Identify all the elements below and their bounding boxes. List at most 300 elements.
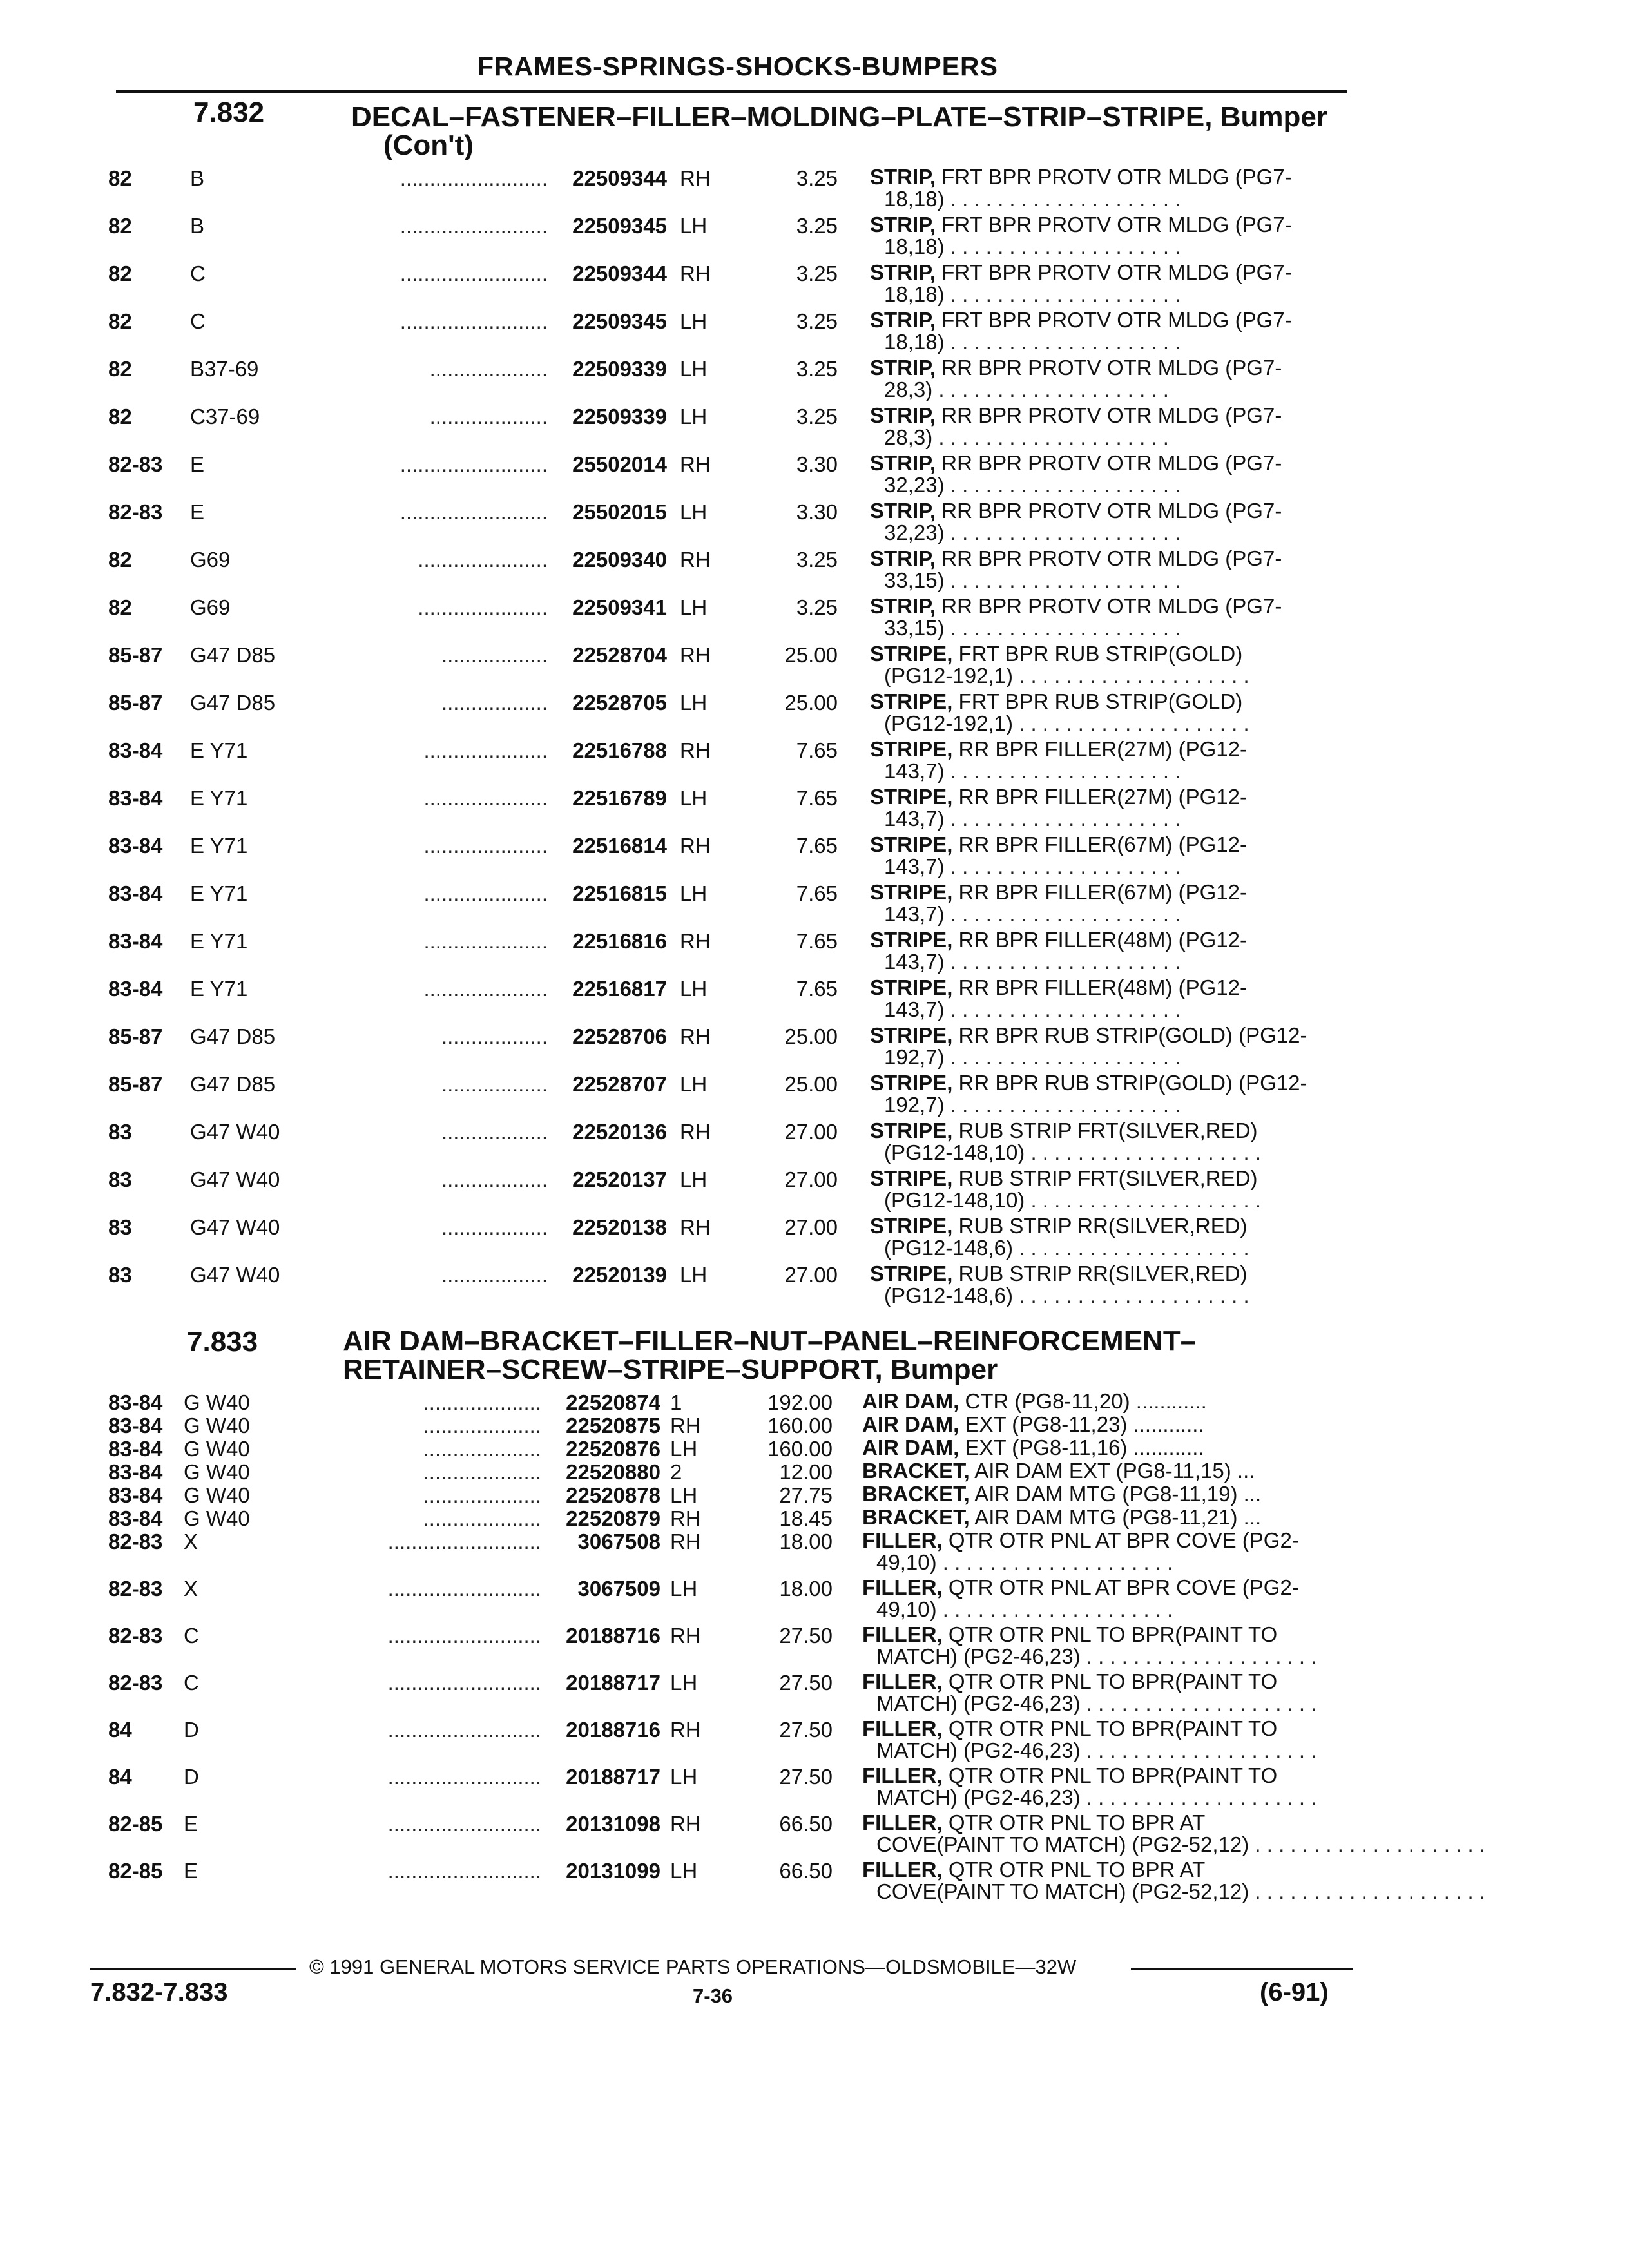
section-number: 7.833 bbox=[187, 1326, 258, 1358]
description-keyword: FILLER, bbox=[862, 1528, 943, 1552]
leader-dots: ......................... bbox=[400, 214, 548, 238]
trailing-dots: . . . . . . . . . . . . . . . . . . . . bbox=[950, 568, 1181, 592]
part-number: 22516788 bbox=[572, 738, 667, 762]
description-text: FRT BPR PROTV OTR MLDG (PG7- bbox=[941, 213, 1292, 236]
unit-price: 18.45 bbox=[779, 1506, 833, 1530]
trailing-dots: . . . . . . . . . . . . . . . . . . . . bbox=[938, 425, 1169, 449]
description-keyword: FILLER, bbox=[862, 1575, 943, 1599]
description-line2: MATCH) (PG2-46,23) bbox=[876, 1691, 1081, 1715]
part-description bbox=[862, 1812, 1485, 1856]
description-keyword: AIR DAM, bbox=[862, 1389, 959, 1413]
description-text: RR BPR PROTV OTR MLDG (PG7- bbox=[941, 499, 1282, 523]
table-row bbox=[0, 1859, 1629, 1906]
leader-dots: .................. bbox=[441, 1263, 548, 1287]
leader-dots: .................. bbox=[441, 1024, 548, 1048]
part-number: 20188717 bbox=[566, 1765, 660, 1789]
description-keyword: STRIPE, bbox=[870, 642, 953, 666]
model-code: G47 W40 bbox=[190, 1120, 280, 1144]
side-or-qty: LH bbox=[680, 881, 708, 905]
part-number: 25502014 bbox=[572, 452, 667, 476]
description-text: QTR OTR PNL TO BPR AT bbox=[948, 1811, 1206, 1834]
leader-dots: ..................... bbox=[423, 977, 548, 1001]
leader-dots: .................. bbox=[441, 1168, 548, 1191]
description-text: RUB STRIP FRT(SILVER,RED) bbox=[958, 1119, 1258, 1142]
leader-dots: ..................... bbox=[423, 929, 548, 953]
trailing-dots: . . . . . . . . . . . . . . . . . . . . bbox=[950, 235, 1181, 258]
description-line2: 143,7) bbox=[884, 759, 945, 783]
model-year: 83 bbox=[108, 1168, 132, 1191]
description-text: RR BPR PROTV OTR MLDG (PG7- bbox=[941, 594, 1282, 618]
description-text: RR BPR PROTV OTR MLDG (PG7- bbox=[941, 356, 1282, 380]
side-or-qty: RH bbox=[670, 1506, 701, 1530]
table-row bbox=[0, 1718, 1629, 1765]
description-line2: 33,15) bbox=[884, 616, 945, 640]
description-text: RR BPR FILLER(27M) (PG12- bbox=[958, 785, 1247, 809]
description-line2: 192,7) bbox=[884, 1045, 945, 1069]
table-row bbox=[0, 1483, 1629, 1506]
trailing-dots: . . . . . . . . . . . . . . . . . . . . bbox=[950, 330, 1181, 354]
model-code: G69 bbox=[190, 548, 231, 572]
leader-dots: .................... bbox=[423, 1414, 541, 1437]
model-year: 84 bbox=[108, 1718, 132, 1742]
part-number: 25502015 bbox=[572, 500, 667, 524]
leader-dots: .................... bbox=[423, 1483, 541, 1507]
model-year: 85-87 bbox=[108, 1072, 163, 1096]
part-description bbox=[862, 1859, 1485, 1903]
model-code: E Y71 bbox=[190, 738, 248, 762]
part-description bbox=[862, 1506, 1261, 1528]
unit-price: 27.00 bbox=[784, 1120, 838, 1144]
model-code: G69 bbox=[190, 595, 231, 619]
leader-dots: ...................... bbox=[418, 595, 548, 619]
trailing-dots: . . . . . . . . . . . . . . . . . . . . bbox=[950, 854, 1181, 878]
part-number: 22516814 bbox=[572, 834, 667, 858]
model-code: G W40 bbox=[184, 1414, 250, 1437]
table-row bbox=[0, 1168, 1629, 1215]
unit-price: 27.00 bbox=[784, 1168, 838, 1191]
description-text: AIR DAM EXT (PG8-11,15) ... bbox=[974, 1459, 1255, 1483]
side-or-qty: RH bbox=[680, 738, 711, 762]
leader-dots: .................... bbox=[423, 1460, 541, 1484]
description-keyword: STRIP, bbox=[870, 499, 936, 523]
part-number: 20188716 bbox=[566, 1624, 660, 1648]
model-year: 82 bbox=[108, 357, 132, 381]
part-description bbox=[862, 1390, 1207, 1412]
description-line2: 49,10) bbox=[876, 1597, 937, 1621]
side-or-qty: LH bbox=[680, 357, 708, 381]
model-code: X bbox=[184, 1577, 198, 1600]
part-description bbox=[870, 929, 1247, 973]
description-keyword: STRIP, bbox=[870, 451, 936, 475]
part-number: 22509345 bbox=[572, 309, 667, 333]
model-year: 82-83 bbox=[108, 452, 163, 476]
description-text: RR BPR RUB STRIP(GOLD) (PG12- bbox=[958, 1071, 1307, 1095]
trailing-dots: . . . . . . . . . . . . . . . . . . . . bbox=[1086, 1785, 1317, 1809]
description-text: FRT BPR PROTV OTR MLDG (PG7- bbox=[941, 260, 1292, 284]
unit-price: 27.00 bbox=[784, 1263, 838, 1287]
model-year: 82 bbox=[108, 309, 132, 333]
unit-price: 7.65 bbox=[796, 786, 838, 810]
model-year: 83 bbox=[108, 1215, 132, 1239]
model-year: 83-84 bbox=[108, 738, 163, 762]
part-description bbox=[870, 881, 1247, 925]
side-or-qty: LH bbox=[680, 595, 708, 619]
side-or-qty: RH bbox=[680, 929, 711, 953]
leader-dots: .................... bbox=[423, 1390, 541, 1414]
description-keyword: BRACKET, bbox=[862, 1505, 970, 1529]
description-keyword: STRIP, bbox=[870, 546, 936, 570]
model-code: C37-69 bbox=[190, 405, 260, 428]
side-or-qty: LH bbox=[670, 1765, 698, 1789]
part-number: 22528706 bbox=[572, 1024, 667, 1048]
model-year: 83-84 bbox=[108, 881, 163, 905]
part-description bbox=[870, 262, 1292, 305]
model-code: G47 W40 bbox=[190, 1168, 280, 1191]
part-description bbox=[862, 1437, 1204, 1459]
model-year: 83 bbox=[108, 1120, 132, 1144]
part-number: 22528705 bbox=[572, 691, 667, 715]
part-description bbox=[862, 1577, 1299, 1620]
side-or-qty: RH bbox=[680, 1120, 711, 1144]
table-row bbox=[0, 214, 1629, 262]
side-or-qty: RH bbox=[680, 834, 711, 858]
leader-dots: .......................... bbox=[387, 1812, 541, 1836]
part-number: 22509339 bbox=[572, 357, 667, 381]
model-code: D bbox=[184, 1765, 199, 1789]
part-description bbox=[870, 1263, 1249, 1307]
unit-price: 27.50 bbox=[779, 1765, 833, 1789]
description-text: RR BPR FILLER(27M) (PG12- bbox=[958, 737, 1247, 761]
description-line2: MATCH) (PG2-46,23) bbox=[876, 1785, 1081, 1809]
model-year: 82 bbox=[108, 214, 132, 238]
model-year: 83-84 bbox=[108, 1414, 163, 1437]
table-row bbox=[0, 977, 1629, 1024]
part-number: 20131099 bbox=[566, 1859, 660, 1883]
leader-dots: .......................... bbox=[387, 1718, 541, 1742]
table-row bbox=[0, 1671, 1629, 1718]
description-text: RR BPR PROTV OTR MLDG (PG7- bbox=[941, 403, 1282, 427]
part-description bbox=[870, 500, 1282, 544]
description-keyword: FILLER, bbox=[862, 1622, 943, 1646]
table-row bbox=[0, 1263, 1629, 1311]
unit-price: 3.25 bbox=[796, 309, 838, 333]
model-code: C bbox=[190, 309, 206, 333]
model-year: 82-83 bbox=[108, 1624, 163, 1648]
trailing-dots: . . . . . . . . . . . . . . . . . . . . bbox=[1086, 1738, 1317, 1762]
table-row bbox=[0, 834, 1629, 881]
model-code: C bbox=[184, 1624, 199, 1648]
part-description bbox=[870, 1215, 1249, 1259]
part-description bbox=[862, 1671, 1316, 1715]
description-keyword: STRIPE, bbox=[870, 880, 953, 904]
part-number: 22520879 bbox=[566, 1506, 660, 1530]
model-code: E Y71 bbox=[190, 929, 248, 953]
description-line2: (PG12-148,6) bbox=[884, 1283, 1013, 1307]
footer-date-code: (6-91) bbox=[1260, 1978, 1329, 2006]
part-description bbox=[870, 834, 1247, 878]
parts-table-7-833 bbox=[0, 1390, 1629, 1906]
table-row bbox=[0, 1215, 1629, 1263]
description-line2: 33,15) bbox=[884, 568, 945, 592]
leader-dots: ......................... bbox=[400, 166, 548, 190]
description-keyword: STRIP, bbox=[870, 260, 936, 284]
side-or-qty: LH bbox=[680, 691, 708, 715]
unit-price: 66.50 bbox=[779, 1812, 833, 1836]
section-title-line1: DECAL–FASTENER–FILLER–MOLDING–PLATE–STRIP–STRIPE, Bumper bbox=[351, 101, 1327, 133]
side-or-qty: LH bbox=[680, 405, 708, 428]
model-year: 83-84 bbox=[108, 786, 163, 810]
model-year: 82 bbox=[108, 405, 132, 428]
side-or-qty: RH bbox=[680, 1024, 711, 1048]
model-code: G W40 bbox=[184, 1506, 250, 1530]
part-description bbox=[870, 405, 1282, 448]
side-or-qty: RH bbox=[680, 643, 711, 667]
table-row bbox=[0, 309, 1629, 357]
model-code: E bbox=[190, 500, 205, 524]
table-row bbox=[0, 357, 1629, 405]
section-title bbox=[351, 103, 1327, 160]
part-description bbox=[862, 1483, 1261, 1505]
trailing-dots: . . . . . . . . . . . . . . . . . . . . bbox=[950, 1045, 1181, 1069]
part-number: 22528704 bbox=[572, 643, 667, 667]
side-or-qty: LH bbox=[670, 1437, 698, 1461]
table-row bbox=[0, 1624, 1629, 1671]
parts-table-7-832 bbox=[0, 166, 1629, 1311]
model-year: 83-84 bbox=[108, 1483, 163, 1507]
part-number: 22528707 bbox=[572, 1072, 667, 1096]
description-text: AIR DAM MTG (PG8-11,21) ... bbox=[974, 1505, 1262, 1529]
part-number: 20188716 bbox=[566, 1718, 660, 1742]
description-keyword: FILLER, bbox=[862, 1811, 943, 1834]
leader-dots: .................... bbox=[423, 1437, 541, 1461]
part-number: 20131098 bbox=[566, 1812, 660, 1836]
unit-price: 18.00 bbox=[779, 1577, 833, 1600]
unit-price: 3.25 bbox=[796, 166, 838, 190]
trailing-dots: . . . . . . . . . . . . . . . . . . . . bbox=[1019, 1236, 1249, 1260]
trailing-dots: . . . . . . . . . . . . . . . . . . . . bbox=[1030, 1140, 1262, 1164]
part-number: 22520137 bbox=[572, 1168, 667, 1191]
description-text: QTR OTR PNL TO BPR(PAINT TO bbox=[948, 1669, 1278, 1693]
part-number: 22520875 bbox=[566, 1414, 660, 1437]
footer-section-range: 7.832-7.833 bbox=[90, 1978, 228, 2006]
description-line2: 143,7) bbox=[884, 807, 945, 831]
description-line2: 18,18) bbox=[884, 187, 945, 211]
trailing-dots: . . . . . . . . . . . . . . . . . . . . bbox=[950, 616, 1181, 640]
trailing-dots: . . . . . . . . . . . . . . . . . . . . bbox=[942, 1550, 1173, 1574]
trailing-dots: . . . . . . . . . . . . . . . . . . . . bbox=[1255, 1879, 1485, 1903]
description-keyword: STRIPE, bbox=[870, 689, 953, 713]
model-year: 83-84 bbox=[108, 1390, 163, 1414]
leader-dots: .................. bbox=[441, 1120, 548, 1144]
unit-price: 18.00 bbox=[779, 1530, 833, 1553]
description-line2: MATCH) (PG2-46,23) bbox=[876, 1644, 1081, 1668]
page-title: FRAMES-SPRINGS-SHOCKS-BUMPERS bbox=[477, 52, 999, 81]
unit-price: 192.00 bbox=[767, 1390, 833, 1414]
description-text: FRT BPR PROTV OTR MLDG (PG7- bbox=[941, 308, 1292, 332]
part-description bbox=[870, 166, 1292, 210]
model-code: E Y71 bbox=[190, 786, 248, 810]
unit-price: 3.25 bbox=[796, 262, 838, 285]
description-text: AIR DAM MTG (PG8-11,19) ... bbox=[974, 1482, 1262, 1506]
description-line2: 143,7) bbox=[884, 902, 945, 926]
model-code: D bbox=[184, 1718, 199, 1742]
table-row bbox=[0, 1460, 1629, 1483]
description-keyword: STRIP, bbox=[870, 403, 936, 427]
part-number: 3067508 bbox=[577, 1530, 660, 1553]
description-text: EXT (PG8-11,16) ............ bbox=[965, 1436, 1204, 1459]
part-description bbox=[870, 548, 1282, 591]
unit-price: 3.25 bbox=[796, 405, 838, 428]
part-number: 22509345 bbox=[572, 214, 667, 238]
description-text: RUB STRIP FRT(SILVER,RED) bbox=[958, 1166, 1258, 1190]
description-text: QTR OTR PNL TO BPR AT bbox=[948, 1858, 1206, 1881]
description-keyword: STRIPE, bbox=[870, 737, 953, 761]
description-keyword: STRIPE, bbox=[870, 1119, 953, 1142]
trailing-dots: . . . . . . . . . . . . . . . . . . . . bbox=[950, 759, 1181, 783]
trailing-dots: . . . . . . . . . . . . . . . . . . . . bbox=[950, 997, 1181, 1021]
model-year: 82 bbox=[108, 166, 132, 190]
model-year: 82 bbox=[108, 595, 132, 619]
table-row bbox=[0, 405, 1629, 452]
model-code: G47 D85 bbox=[190, 643, 276, 667]
side-or-qty: RH bbox=[670, 1414, 701, 1437]
model-year: 85-87 bbox=[108, 643, 163, 667]
model-year: 83-84 bbox=[108, 929, 163, 953]
description-keyword: STRIPE, bbox=[870, 785, 953, 809]
description-text: RR BPR PROTV OTR MLDG (PG7- bbox=[941, 546, 1282, 570]
part-description bbox=[870, 1072, 1307, 1116]
unit-price: 27.00 bbox=[784, 1215, 838, 1239]
trailing-dots: . . . . . . . . . . . . . . . . . . . . bbox=[950, 473, 1181, 497]
part-number: 22520138 bbox=[572, 1215, 667, 1239]
model-code: G W40 bbox=[184, 1460, 250, 1484]
trailing-dots: . . . . . . . . . . . . . . . . . . . . bbox=[1086, 1644, 1317, 1668]
trailing-dots: . . . . . . . . . . . . . . . . . . . . bbox=[1019, 711, 1249, 735]
description-keyword: STRIP, bbox=[870, 165, 936, 189]
leader-dots: ..................... bbox=[423, 834, 548, 858]
model-code: X bbox=[184, 1530, 198, 1553]
leader-dots: .................. bbox=[441, 643, 548, 667]
model-code: G47 W40 bbox=[190, 1215, 280, 1239]
model-year: 83-84 bbox=[108, 977, 163, 1001]
table-row bbox=[0, 262, 1629, 309]
leader-dots: .................. bbox=[441, 1215, 548, 1239]
leader-dots: .......................... bbox=[387, 1577, 541, 1600]
unit-price: 27.50 bbox=[779, 1624, 833, 1648]
side-or-qty: LH bbox=[680, 500, 708, 524]
model-code: G47 D85 bbox=[190, 1024, 276, 1048]
side-or-qty: LH bbox=[680, 786, 708, 810]
description-line2: (PG12-192,1) bbox=[884, 664, 1013, 687]
table-row bbox=[0, 738, 1629, 786]
model-year: 85-87 bbox=[108, 1024, 163, 1048]
description-line2: 32,23) bbox=[884, 521, 945, 544]
part-description bbox=[862, 1765, 1316, 1809]
model-year: 83-84 bbox=[108, 1506, 163, 1530]
trailing-dots: . . . . . . . . . . . . . . . . . . . . bbox=[950, 807, 1181, 831]
table-row bbox=[0, 786, 1629, 834]
description-text: RR BPR FILLER(67M) (PG12- bbox=[958, 880, 1247, 904]
trailing-dots: . . . . . . . . . . . . . . . . . . . . bbox=[950, 902, 1181, 926]
table-row bbox=[0, 1120, 1629, 1168]
model-year: 83-84 bbox=[108, 834, 163, 858]
model-year: 82-83 bbox=[108, 1577, 163, 1600]
section-title-line2: RETAINER–SCREW–STRIPE–SUPPORT, Bumper bbox=[343, 1354, 998, 1385]
description-line2: 32,23) bbox=[884, 473, 945, 497]
side-or-qty: RH bbox=[670, 1812, 701, 1836]
table-row bbox=[0, 643, 1629, 691]
section-title-line1: AIR DAM–BRACKET–FILLER–NUT–PANEL–REINFORCEMENT– bbox=[343, 1325, 1197, 1357]
table-row bbox=[0, 929, 1629, 977]
side-or-qty: 1 bbox=[670, 1390, 682, 1414]
part-number: 22516815 bbox=[572, 881, 667, 905]
unit-price: 12.00 bbox=[779, 1460, 833, 1484]
part-number: 22516816 bbox=[572, 929, 667, 953]
side-or-qty: LH bbox=[680, 214, 708, 238]
description-line2: 28,3) bbox=[884, 425, 933, 449]
trailing-dots: . . . . . . . . . . . . . . . . . . . . bbox=[950, 282, 1181, 306]
description-keyword: FILLER, bbox=[862, 1669, 943, 1693]
description-keyword: STRIP, bbox=[870, 356, 936, 380]
leader-dots: .................. bbox=[441, 691, 548, 715]
part-number: 3067509 bbox=[577, 1577, 660, 1600]
leader-dots: .......................... bbox=[387, 1530, 541, 1553]
side-or-qty: LH bbox=[680, 309, 708, 333]
part-number: 22520876 bbox=[566, 1437, 660, 1461]
unit-price: 25.00 bbox=[784, 691, 838, 715]
model-code: E Y71 bbox=[190, 977, 248, 1001]
trailing-dots: . . . . . . . . . . . . . . . . . . . . bbox=[942, 1597, 1173, 1621]
description-line2: (PG12-192,1) bbox=[884, 711, 1013, 735]
side-or-qty: LH bbox=[670, 1577, 698, 1600]
table-row bbox=[0, 1530, 1629, 1577]
description-text: CTR (PG8-11,20) ............ bbox=[965, 1389, 1207, 1413]
side-or-qty: LH bbox=[680, 977, 708, 1001]
description-keyword: BRACKET, bbox=[862, 1459, 970, 1483]
description-keyword: STRIPE, bbox=[870, 1214, 953, 1238]
model-year: 82-85 bbox=[108, 1812, 163, 1836]
description-line2: MATCH) (PG2-46,23) bbox=[876, 1738, 1081, 1762]
description-text: QTR OTR PNL AT BPR COVE (PG2- bbox=[948, 1528, 1299, 1552]
description-line2: 143,7) bbox=[884, 997, 945, 1021]
unit-price: 7.65 bbox=[796, 881, 838, 905]
part-number: 22520880 bbox=[566, 1460, 660, 1484]
description-keyword: STRIPE, bbox=[870, 1262, 953, 1285]
model-year: 82 bbox=[108, 548, 132, 572]
model-code: B bbox=[190, 166, 205, 190]
unit-price: 3.30 bbox=[796, 452, 838, 476]
trailing-dots: . . . . . . . . . . . . . . . . . . . . bbox=[1255, 1832, 1485, 1856]
table-row bbox=[0, 1765, 1629, 1812]
side-or-qty: LH bbox=[670, 1483, 698, 1507]
part-number: 22520874 bbox=[566, 1390, 660, 1414]
description-text: QTR OTR PNL TO BPR(PAINT TO bbox=[948, 1716, 1278, 1740]
side-or-qty: RH bbox=[680, 1215, 711, 1239]
model-year: 83-84 bbox=[108, 1437, 163, 1461]
part-number: 22509339 bbox=[572, 405, 667, 428]
description-keyword: AIR DAM, bbox=[862, 1436, 959, 1459]
description-keyword: STRIPE, bbox=[870, 1166, 953, 1190]
unit-price: 160.00 bbox=[767, 1414, 833, 1437]
model-code: G W40 bbox=[184, 1390, 250, 1414]
footer-rule-left bbox=[90, 1968, 296, 1970]
part-description bbox=[870, 643, 1249, 687]
table-row bbox=[0, 1437, 1629, 1460]
table-row bbox=[0, 1506, 1629, 1530]
description-line2: COVE(PAINT TO MATCH) (PG2-52,12) bbox=[876, 1832, 1249, 1856]
description-keyword: FILLER, bbox=[862, 1858, 943, 1881]
unit-price: 27.75 bbox=[779, 1483, 833, 1507]
